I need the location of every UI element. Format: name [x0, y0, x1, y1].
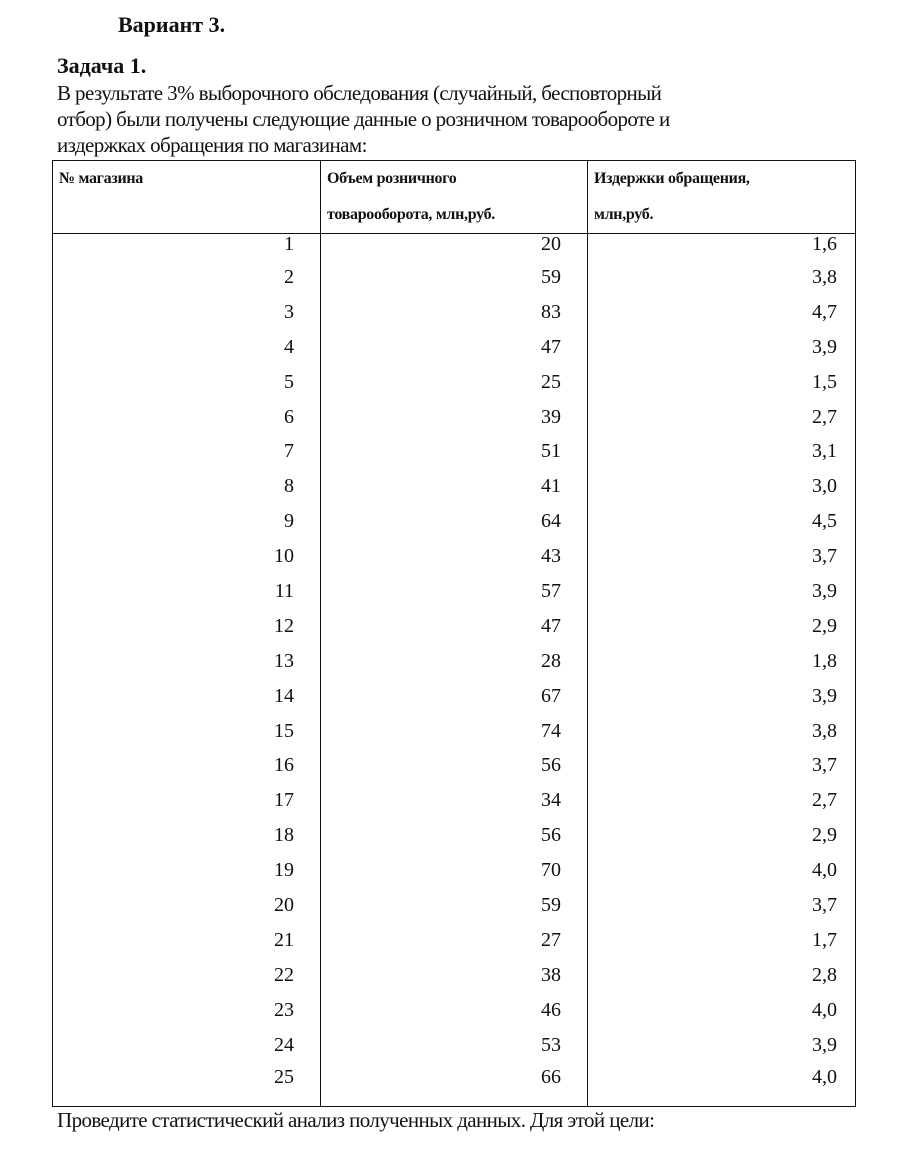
cell-turnover: 67	[321, 679, 588, 714]
table-row	[53, 644, 856, 679]
table-row	[53, 400, 856, 435]
cell-turnover: 27	[321, 923, 588, 958]
table-row	[53, 504, 856, 539]
cell-costs: 1,5	[588, 365, 856, 400]
table-row	[53, 888, 856, 923]
table-row	[53, 714, 856, 749]
cell-turnover: 74	[321, 714, 588, 749]
table-row	[53, 365, 856, 400]
cell-turnover: 57	[321, 574, 588, 609]
cell-turnover: 43	[321, 539, 588, 574]
table-row	[53, 1028, 856, 1063]
cell-store-number: 23	[53, 993, 321, 1028]
cell-costs: 2,9	[588, 609, 856, 644]
cell-costs: 2,8	[588, 958, 856, 993]
cell-turnover: 53	[321, 1028, 588, 1063]
header-store: № магазина	[53, 161, 321, 234]
cell-costs: 2,7	[588, 400, 856, 435]
cell-costs: 1,7	[588, 923, 856, 958]
cell-costs: 3,1	[588, 434, 856, 469]
cell-costs: 2,7	[588, 783, 856, 818]
cell-store-number: 10	[53, 539, 321, 574]
cell-turnover: 20	[321, 234, 588, 261]
intro-line: издержках обращения по магазинам:	[57, 133, 367, 157]
cell-store-number: 4	[53, 330, 321, 365]
intro-line: В результате 3% выборочного обследования (случайный, бесповторный	[57, 81, 662, 105]
cell-turnover: 39	[321, 400, 588, 435]
table-row	[53, 574, 856, 609]
cell-turnover: 47	[321, 330, 588, 365]
cell-costs: 4,0	[588, 1062, 856, 1107]
cell-store-number: 1	[53, 234, 321, 261]
cell-turnover: 83	[321, 295, 588, 330]
cell-turnover: 56	[321, 818, 588, 853]
cell-costs: 3,9	[588, 574, 856, 609]
cell-store-number: 12	[53, 609, 321, 644]
table-row	[53, 434, 856, 469]
cell-turnover: 38	[321, 958, 588, 993]
table-row	[53, 1062, 856, 1107]
cell-turnover: 66	[321, 1062, 588, 1107]
cell-costs: 4,7	[588, 295, 856, 330]
cell-costs: 1,8	[588, 644, 856, 679]
cell-store-number: 3	[53, 295, 321, 330]
cell-store-number: 9	[53, 504, 321, 539]
table-body	[53, 234, 856, 1107]
cell-costs: 3,8	[588, 714, 856, 749]
table-row	[53, 748, 856, 783]
cell-store-number: 22	[53, 958, 321, 993]
table-row	[53, 853, 856, 888]
table-row	[53, 993, 856, 1028]
table-row	[53, 260, 856, 295]
cell-store-number: 17	[53, 783, 321, 818]
cell-store-number: 8	[53, 469, 321, 504]
table-row	[53, 295, 856, 330]
cell-turnover: 59	[321, 888, 588, 923]
cell-turnover: 59	[321, 260, 588, 295]
cell-store-number: 20	[53, 888, 321, 923]
table-row	[53, 958, 856, 993]
cell-store-number: 2	[53, 260, 321, 295]
cell-store-number: 18	[53, 818, 321, 853]
task-intro	[57, 80, 837, 158]
cell-store-number: 11	[53, 574, 321, 609]
cell-turnover: 28	[321, 644, 588, 679]
cell-turnover: 51	[321, 434, 588, 469]
cell-costs: 3,7	[588, 888, 856, 923]
cell-turnover: 47	[321, 609, 588, 644]
task-outro: Проведите статистический анализ полученных данных. Для этой цели:	[57, 1108, 655, 1132]
cell-costs: 3,7	[588, 539, 856, 574]
cell-turnover: 34	[321, 783, 588, 818]
table-row	[53, 679, 856, 714]
table-row	[53, 539, 856, 574]
cell-costs: 1,6	[588, 234, 856, 261]
cell-turnover: 46	[321, 993, 588, 1028]
task-title: Задача 1.	[57, 53, 147, 78]
table-row	[53, 609, 856, 644]
table-row	[53, 818, 856, 853]
cell-store-number: 7	[53, 434, 321, 469]
table-row	[53, 330, 856, 365]
data-table	[52, 160, 856, 1107]
cell-turnover: 41	[321, 469, 588, 504]
cell-costs: 3,9	[588, 1028, 856, 1063]
header-turnover: Объем розничного товарооборота, млн,руб.	[321, 161, 588, 234]
cell-turnover: 70	[321, 853, 588, 888]
cell-costs: 4,0	[588, 993, 856, 1028]
header-costs: Издержки обращения, млн,руб.	[588, 161, 856, 234]
cell-store-number: 15	[53, 714, 321, 749]
table-row	[53, 923, 856, 958]
table-row	[53, 783, 856, 818]
cell-store-number: 21	[53, 923, 321, 958]
variant-heading: Вариант 3.	[118, 12, 226, 37]
table-row	[53, 469, 856, 504]
cell-turnover: 56	[321, 748, 588, 783]
cell-costs: 2,9	[588, 818, 856, 853]
cell-turnover: 25	[321, 365, 588, 400]
cell-costs: 3,9	[588, 679, 856, 714]
cell-costs: 3,9	[588, 330, 856, 365]
cell-store-number: 19	[53, 853, 321, 888]
cell-store-number: 5	[53, 365, 321, 400]
table-header-row	[53, 161, 856, 234]
cell-store-number: 16	[53, 748, 321, 783]
cell-store-number: 13	[53, 644, 321, 679]
cell-store-number: 14	[53, 679, 321, 714]
intro-line: отбор) были получены следующие данные о розничном товарообороте и	[57, 107, 670, 131]
cell-costs: 3,7	[588, 748, 856, 783]
cell-costs: 3,0	[588, 469, 856, 504]
cell-store-number: 6	[53, 400, 321, 435]
cell-store-number: 25	[53, 1062, 321, 1107]
cell-costs: 4,0	[588, 853, 856, 888]
cell-costs: 3,8	[588, 260, 856, 295]
table-row	[53, 234, 856, 261]
cell-turnover: 64	[321, 504, 588, 539]
cell-costs: 4,5	[588, 504, 856, 539]
cell-store-number: 24	[53, 1028, 321, 1063]
